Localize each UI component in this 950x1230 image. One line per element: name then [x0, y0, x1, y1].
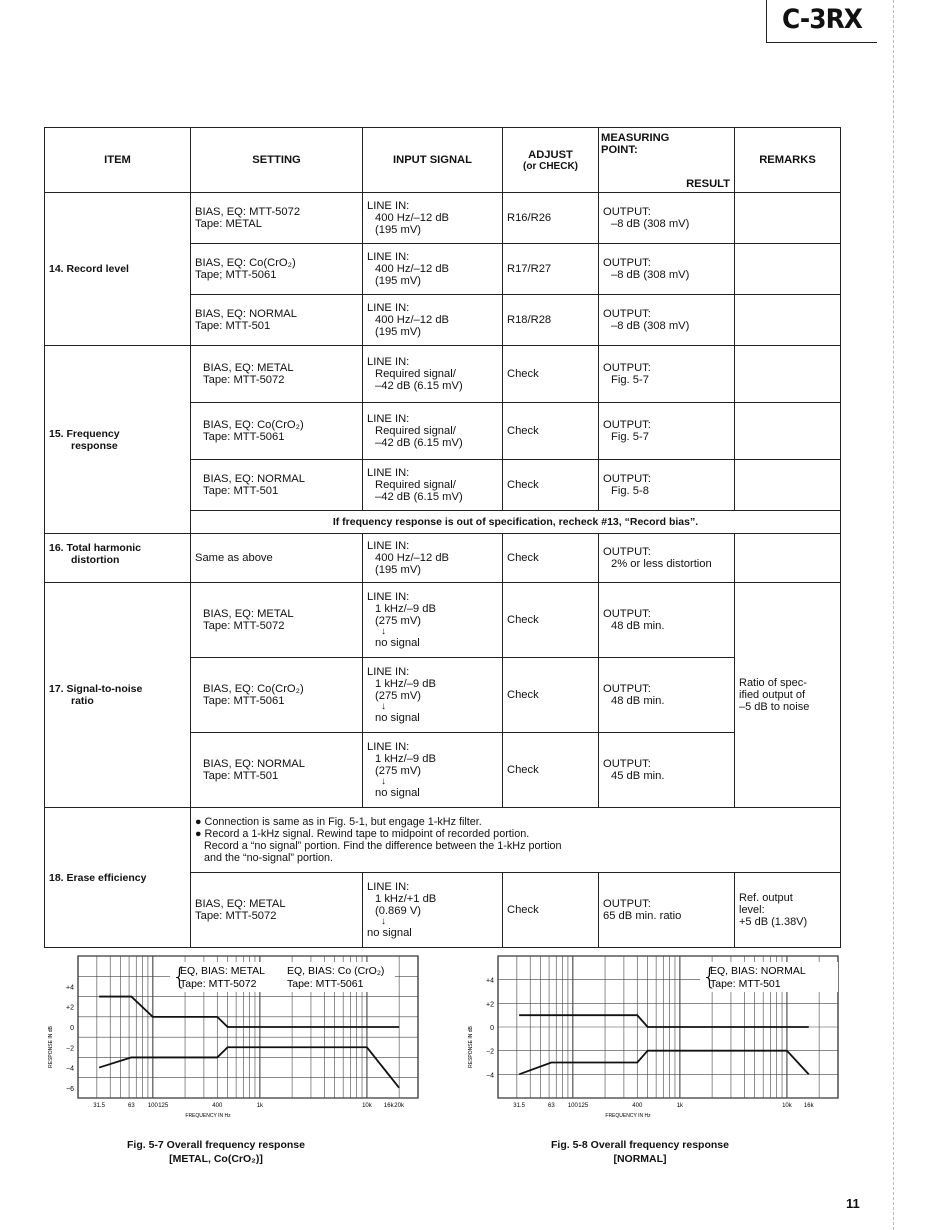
remarks-cell: [735, 583, 841, 808]
adjust-cell: R16/R26: [503, 193, 599, 244]
adjust-cell: Check: [503, 534, 599, 583]
measuring-cell: [599, 583, 735, 658]
measuring-cell: [599, 346, 735, 403]
measuring-line: OUTPUT:: [603, 473, 651, 485]
frequency-response-graph-normal: [460, 948, 850, 1126]
measuring-line: 48 dB min.: [611, 695, 665, 707]
adjust-cell: Check: [503, 346, 599, 403]
y-tick-label: 0: [70, 1025, 74, 1032]
measuring-line: Fig. 5-7: [611, 431, 649, 443]
measuring-cell: [599, 873, 735, 948]
input-line: 400 Hz/–12 dB: [375, 314, 450, 326]
input-line: LINE IN:: [367, 467, 410, 479]
y-tick-label: +2: [486, 1001, 494, 1009]
setting-line: Tape: MTT-5061: [203, 431, 285, 443]
input-signal-cell: [363, 733, 503, 808]
input-line: 1 kHz/+1 dB: [375, 893, 437, 905]
adjust-cell: Check: [503, 873, 599, 948]
x-tick-label: 31.5: [93, 1103, 105, 1109]
item-line: response: [71, 439, 118, 452]
setting-cell: [191, 583, 363, 658]
x-tick-label: 16k: [803, 1103, 814, 1109]
item-line: distortion: [71, 554, 120, 566]
y-tick-label: +4: [486, 977, 494, 985]
measuring-cell: [599, 534, 735, 583]
input-line: –42 dB (6.15 mV): [375, 491, 463, 503]
remarks-cell: [735, 460, 841, 511]
input-line: 400 Hz/–12 dB: [375, 212, 450, 224]
table-row: [45, 808, 841, 873]
input-line: no signal: [375, 787, 420, 799]
input-line: 1 kHz/–9 dB: [375, 753, 436, 765]
adjust-cell: Check: [503, 658, 599, 733]
input-line: Required signal/: [375, 425, 456, 437]
down-arrow-icon: ↓: [381, 626, 386, 637]
measuring-line: OUTPUT:: [603, 308, 651, 320]
input-signal-cell: [363, 658, 503, 733]
input-signal-cell: [363, 873, 503, 948]
caption-title: Fig. 5-8 Overall frequency response: [551, 1139, 729, 1151]
setting-line: BIAS, EQ: NORMAL: [203, 758, 305, 770]
setting-line: BIAS, EQ: Co(CrO₂): [203, 683, 304, 695]
setting-line: BIAS, EQ: NORMAL: [203, 473, 305, 485]
measuring-line: OUTPUT:: [603, 206, 651, 218]
down-arrow-icon: ↓: [381, 916, 386, 927]
page-edge-line: [893, 0, 894, 1230]
input-signal-cell: [363, 534, 503, 583]
x-axis-label: FREQUENCY IN Hz: [185, 1113, 231, 1119]
header-adjust: [503, 128, 599, 193]
input-line: (195 mV): [375, 275, 422, 287]
model-title: C-3RX: [781, 4, 863, 35]
legend-eq: EQ, BIAS: Co (CrO₂): [287, 965, 385, 977]
item-15: [45, 346, 191, 534]
page-number: 11: [846, 1196, 860, 1211]
input-line: –42 dB (6.15 mV): [375, 437, 463, 449]
input-line: (0.869 V): [375, 905, 422, 917]
header-adjust-line2: (or CHECK): [523, 160, 578, 172]
setting-cell: [191, 346, 363, 403]
y-tick-label: −2: [486, 1048, 494, 1056]
input-line: LINE IN:: [367, 666, 410, 678]
series-lower-limit: [99, 1047, 399, 1088]
y-tick-label: −6: [66, 1085, 74, 1093]
measuring-line: OUTPUT:: [603, 546, 651, 558]
x-tick-label: 31.5: [513, 1103, 525, 1109]
y-tick-label: −2: [66, 1045, 74, 1053]
remarks-line: ified output of: [739, 689, 806, 701]
legend-brace: {: [702, 963, 718, 991]
item-14: 14. Record level: [45, 193, 191, 346]
adjust-cell: R17/R27: [503, 244, 599, 295]
y-tick-label: 0: [490, 1025, 494, 1032]
input-line: 400 Hz/–12 dB: [375, 263, 450, 275]
input-line: 400 Hz/–12 dB: [375, 552, 450, 564]
y-tick-label: +2: [66, 1004, 74, 1012]
input-line: LINE IN:: [367, 881, 410, 893]
down-arrow-icon: ↓: [381, 776, 386, 787]
remarks-cell: [735, 403, 841, 460]
legend-tape: Tape: MTT-5072: [180, 978, 257, 990]
item-16: [45, 534, 191, 583]
measuring-cell: [599, 460, 735, 511]
measuring-line: OUTPUT:: [603, 758, 651, 770]
input-line: LINE IN:: [367, 251, 410, 263]
measuring-cell: [599, 295, 735, 346]
input-signal-cell: [363, 193, 503, 244]
x-tick-label: 1k: [676, 1103, 684, 1109]
x-tick-label: 100: [567, 1103, 578, 1109]
header-item: ITEM: [45, 128, 191, 193]
input-line: LINE IN:: [367, 200, 410, 212]
input-line: LINE IN:: [367, 540, 410, 552]
setting-line: Tape: MTT-501: [203, 770, 279, 782]
header-measuring-point: [599, 128, 735, 193]
legend-brace: {: [172, 963, 188, 991]
x-tick-label: 10k: [362, 1103, 372, 1109]
setting-line: Tape; MTT-5061: [195, 269, 277, 281]
frequency-response-graph-metal: [40, 948, 430, 1126]
input-signal-cell: [363, 346, 503, 403]
input-line: Required signal/: [375, 368, 456, 380]
y-axis-label: RESPONSE IN dB: [468, 1026, 474, 1068]
header-adjust-line1: ADJUST: [528, 148, 573, 161]
setting-cell: [191, 873, 363, 948]
item-17: [45, 583, 191, 808]
measuring-line: –8 dB (308 mV): [611, 320, 690, 332]
legend-tape: Tape: MTT-501: [710, 978, 781, 990]
remarks-cell: [735, 244, 841, 295]
input-line: (195 mV): [375, 224, 422, 236]
x-tick-label: 63: [548, 1103, 555, 1109]
x-tick-label: 100: [147, 1103, 158, 1109]
remarks-line: Ref. output: [739, 892, 793, 904]
measuring-line: OUTPUT:: [603, 257, 651, 269]
measuring-line: OUTPUT:: [603, 362, 651, 374]
legend-eq: EQ, BIAS: NORMAL: [710, 965, 806, 977]
remarks-cell: [735, 193, 841, 244]
y-axis-label: RESPONSE IN dB: [48, 1026, 54, 1068]
adjust-cell: Check: [503, 403, 599, 460]
fig-5-7-caption: [86, 1138, 346, 1166]
adjust-cell: R18/R28: [503, 295, 599, 346]
instruction-line: Record a “no signal” portion. Find the difference between the 1-kHz portion: [204, 840, 562, 852]
input-line: (275 mV): [375, 690, 422, 702]
table-header-row: [45, 128, 841, 193]
input-line: (195 mV): [375, 326, 422, 338]
setting-line: Tape: MTT-501: [203, 485, 279, 497]
setting-cell: [191, 460, 363, 511]
item-line: 17. Signal-to-noise: [49, 683, 143, 695]
input-line: LINE IN:: [367, 356, 410, 368]
input-line: no signal: [375, 712, 420, 724]
down-arrow-icon: ↓: [381, 701, 386, 712]
input-line: Required signal/: [375, 479, 456, 491]
model-badge: [766, 0, 877, 43]
x-tick-label: 20k: [394, 1103, 404, 1109]
measuring-line: 48 dB min.: [611, 620, 665, 632]
setting-cell: [191, 733, 363, 808]
table-row: [45, 534, 841, 583]
x-axis-label: FREQUENCY IN Hz: [605, 1113, 651, 1119]
input-line: no signal: [375, 637, 420, 649]
adjust-cell: Check: [503, 583, 599, 658]
header-setting: SETTING: [191, 128, 363, 193]
x-tick-label: 16k: [383, 1103, 394, 1109]
remarks-cell: [735, 346, 841, 403]
adjustment-table: [44, 127, 841, 948]
instruction-line: ● Record a 1-kHz signal. Rewind tape to midpoint of recorded portion.: [195, 828, 530, 840]
legend-eq: EQ, BIAS: METAL: [180, 965, 265, 977]
series-upper-limit: [99, 997, 399, 1027]
x-tick-label: 125: [158, 1103, 169, 1109]
setting-line: BIAS, EQ: METAL: [203, 608, 294, 620]
instruction-line: and the “no-signal” portion.: [204, 852, 334, 864]
remarks-line: +5 dB (1.38V): [739, 916, 808, 928]
measuring-line: 65 dB min. ratio: [603, 910, 682, 922]
header-measuring-line2: POINT:: [601, 144, 638, 156]
table-row: [45, 193, 841, 244]
adjust-cell: Check: [503, 460, 599, 511]
table-row: [45, 346, 841, 403]
x-tick-label: 1k: [256, 1103, 264, 1109]
setting-cell: [191, 658, 363, 733]
measuring-line: OUTPUT:: [603, 419, 651, 431]
measuring-cell: [599, 244, 735, 295]
measuring-cell: [599, 403, 735, 460]
legend-tape: Tape: MTT-5061: [287, 978, 364, 990]
instruction-line: ● Connection is same as in Fig. 5-1, but engage 1-kHz filter.: [195, 816, 482, 828]
input-line: (195 mV): [375, 564, 422, 576]
y-tick-label: −4: [66, 1065, 74, 1073]
measuring-line: Fig. 5-7: [611, 374, 649, 386]
measuring-line: OUTPUT:: [603, 898, 651, 910]
remarks-cell: [735, 534, 841, 583]
x-tick-label: 10k: [782, 1103, 792, 1109]
input-line: (275 mV): [375, 615, 422, 627]
input-line: LINE IN:: [367, 302, 410, 314]
remarks-cell: [735, 295, 841, 346]
measuring-line: 45 dB min.: [611, 770, 665, 782]
caption-subtitle: [NORMAL]: [613, 1153, 667, 1165]
measuring-line: –8 dB (308 mV): [611, 218, 690, 230]
setting-line: Tape: MTT-5072: [203, 374, 285, 386]
header-result: RESULT: [686, 178, 730, 190]
setting-cell: [191, 403, 363, 460]
setting-line: BIAS, EQ: Co(CrO₂): [195, 257, 296, 269]
setting-line: Tape: METAL: [195, 218, 262, 230]
setting-cell: [191, 295, 363, 346]
measuring-cell: [599, 193, 735, 244]
measuring-cell: [599, 733, 735, 808]
setting-line: BIAS, EQ: Co(CrO₂): [203, 419, 304, 431]
input-signal-cell: [363, 583, 503, 658]
input-line: LINE IN:: [367, 741, 410, 753]
measuring-line: Fig. 5-8: [611, 485, 649, 497]
input-line: 1 kHz/–9 dB: [375, 603, 436, 615]
item-line: 15. Frequency: [49, 427, 120, 440]
y-tick-label: +4: [66, 984, 74, 992]
x-tick-label: 400: [632, 1103, 643, 1109]
measuring-line: 2% or less distortion: [611, 558, 712, 570]
remarks-cell: [735, 873, 841, 948]
setting-line: Tape: MTT-5072: [195, 910, 277, 922]
setting-cell: Same as above: [191, 534, 363, 583]
setting-line: Tape: MTT-501: [195, 320, 271, 332]
input-line: no signal: [367, 927, 412, 939]
adjustment-table-container: [44, 127, 840, 939]
setting-line: BIAS, EQ: METAL: [203, 362, 294, 374]
caption-subtitle: [METAL, Co(CrO₂)]: [169, 1153, 263, 1165]
setting-cell: [191, 193, 363, 244]
setting-line: Tape: MTT-5061: [203, 695, 285, 707]
remarks-line: Ratio of spec-: [739, 677, 807, 689]
frequency-note: If frequency response is out of specification, recheck #13, “Record bias”.: [191, 511, 841, 534]
measuring-line: OUTPUT:: [603, 608, 651, 620]
input-line: LINE IN:: [367, 591, 410, 603]
header-remarks: REMARKS: [735, 128, 841, 193]
input-line: (275 mV): [375, 765, 422, 777]
input-signal-cell: [363, 244, 503, 295]
input-signal-cell: [363, 295, 503, 346]
measuring-cell: [599, 658, 735, 733]
setting-line: Tape: MTT-5072: [203, 620, 285, 632]
input-line: LINE IN:: [367, 413, 410, 425]
adjust-cell: Check: [503, 733, 599, 808]
caption-title: Fig. 5-7 Overall frequency response: [127, 1139, 305, 1151]
input-line: –42 dB (6.15 mV): [375, 380, 463, 392]
setting-line: BIAS, EQ: METAL: [195, 898, 286, 910]
setting-cell: [191, 244, 363, 295]
item-18: 18. Erase efficiency: [45, 808, 191, 948]
x-tick-label: 400: [212, 1103, 223, 1109]
remarks-line: level:: [739, 904, 765, 916]
input-signal-cell: [363, 460, 503, 511]
measuring-line: OUTPUT:: [603, 683, 651, 695]
remarks-line: –5 dB to noise: [739, 701, 810, 713]
setting-line: BIAS, EQ: NORMAL: [195, 308, 297, 320]
input-signal-cell: [363, 403, 503, 460]
table-row: [45, 583, 841, 658]
input-line: 1 kHz/–9 dB: [375, 678, 436, 690]
header-input-signal: INPUT SIGNAL: [363, 128, 503, 193]
header-measuring-line1: MEASURING: [601, 132, 670, 144]
item-line: ratio: [71, 695, 94, 707]
x-tick-label: 125: [578, 1103, 589, 1109]
x-tick-label: 63: [128, 1103, 135, 1109]
measuring-line: –8 dB (308 mV): [611, 269, 690, 281]
y-tick-label: −4: [486, 1072, 494, 1080]
item-line: 16. Total harmonic: [49, 542, 141, 554]
setting-line: BIAS, EQ: MTT-5072: [195, 206, 301, 218]
erase-instructions: [191, 808, 841, 873]
fig-5-8-caption: [510, 1138, 770, 1166]
